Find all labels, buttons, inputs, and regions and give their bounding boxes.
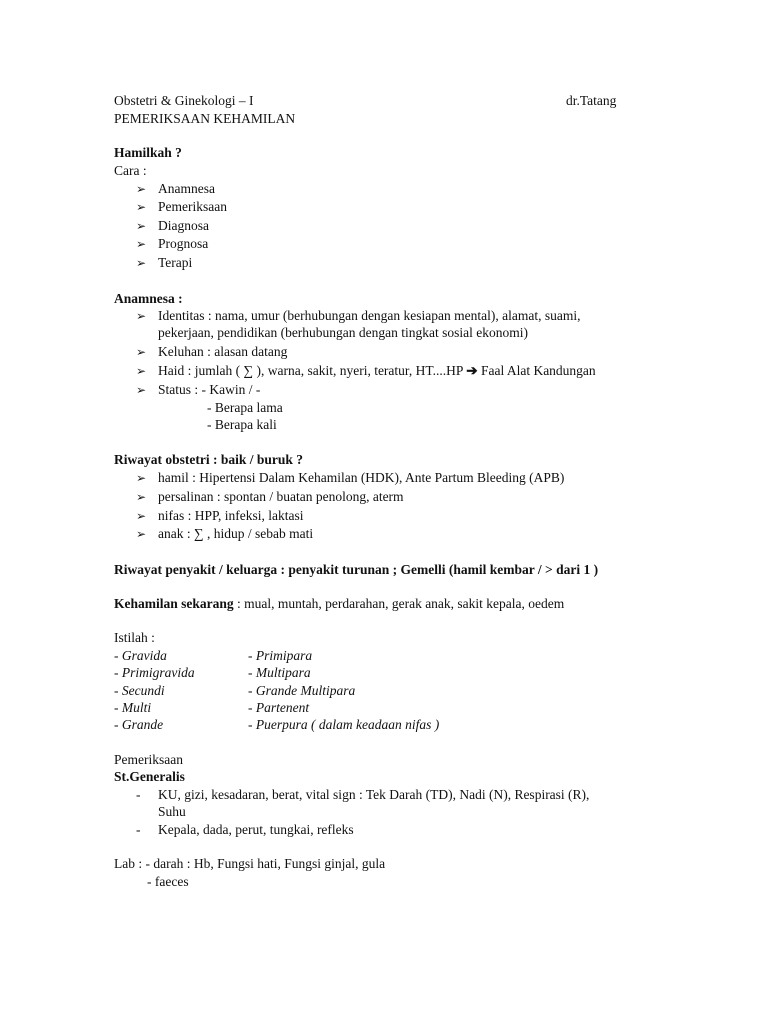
bullet-arrow-icon: ➢: [136, 256, 147, 270]
pemeriksaan-heading: Pemeriksaan: [114, 752, 183, 767]
list-item: Terapi: [158, 255, 193, 270]
istilah-term: - Primigravida: [114, 665, 195, 680]
lecturer-name: dr.Tatang: [566, 93, 617, 108]
riwayat-obstetri-heading: Riwayat obstetri : baik / buruk ?: [114, 452, 304, 467]
istilah-term: - Gravida: [114, 648, 167, 663]
dash-bullet: -: [136, 822, 141, 837]
generalis-item-continued: Suhu: [158, 804, 186, 819]
hamilkah-heading: Hamilkah ?: [114, 145, 182, 160]
kehamilan-sekarang-label: Kehamilan sekarang: [114, 596, 234, 611]
list-item: anak : ∑ , hidup / sebab mati: [158, 526, 314, 541]
istilah-term: - Primipara: [248, 648, 313, 663]
istilah-term: - Multi: [114, 700, 152, 715]
bullet-arrow-icon: ➢: [136, 219, 147, 233]
istilah-term: - Grande Multipara: [248, 683, 356, 698]
keluhan-line: Keluhan : alasan datang: [158, 344, 288, 359]
dash-bullet: -: [136, 787, 141, 802]
list-item: Diagnosa: [158, 218, 209, 233]
bullet-arrow-icon: ➢: [136, 182, 147, 196]
list-item: persalinan : spontan / buatan penolong, aterm: [158, 489, 404, 504]
identitas-line-continued: pekerjaan, pendidikan (berhubungan dengan tingkat sosial ekonomi): [158, 325, 529, 340]
kehamilan-sekarang-text: : mual, muntah, perdarahan, gerak anak, sakit kepala, oedem: [233, 596, 565, 611]
istilah-term: - Puerpura ( dalam keadaan nifas ): [248, 717, 440, 732]
list-item: hamil : Hipertensi Dalam Kehamilan (HDK), Ante Partum Bleeding (APB): [158, 470, 565, 485]
haid-text: Haid : jumlah ( ∑ ), warna, sakit, nyeri, teratur, HT....HP: [158, 363, 463, 378]
istilah-term: - Grande: [114, 717, 164, 732]
bullet-arrow-icon: ➢: [136, 509, 147, 523]
bullet-arrow-icon: ➢: [136, 364, 147, 378]
lab-line-sub: - faeces: [147, 874, 189, 889]
anamnesa-heading: Anamnesa :: [114, 291, 183, 306]
bullet-arrow-icon: ➢: [136, 490, 147, 504]
list-item: Pemeriksaan: [158, 199, 227, 214]
bullet-arrow-icon: ➢: [136, 383, 147, 397]
bullet-arrow-icon: ➢: [136, 345, 147, 359]
lab-line: Lab : - darah : Hb, Fungsi hati, Fungsi ginjal, gula: [114, 856, 386, 871]
identitas-line: Identitas : nama, umur (berhubungan dengan kesiapan mental), alamat, suami,: [158, 308, 581, 323]
bullet-arrow-icon: ➢: [136, 309, 147, 323]
bullet-arrow-icon: ➢: [136, 237, 147, 251]
istilah-heading: Istilah :: [114, 630, 155, 645]
istilah-term: - Secundi: [114, 683, 165, 698]
st-generalis-heading: St.Generalis: [114, 769, 185, 784]
bullet-arrow-icon: ➢: [136, 200, 147, 214]
cara-label: Cara :: [114, 163, 147, 178]
istilah-term: - Multipara: [248, 665, 311, 680]
generalis-item: KU, gizi, kesadaran, berat, vital sign : Tek Darah (TD), Nadi (N), Respirasi (R),: [158, 787, 590, 802]
bullet-arrow-icon: ➢: [136, 527, 147, 541]
list-item: Anamnesa: [158, 181, 215, 196]
status-line: Status : - Kawin / -: [158, 382, 261, 397]
istilah-term: - Partenent: [248, 700, 310, 715]
haid-line: [158, 362, 596, 380]
haid-result: Faal Alat Kandungan: [480, 363, 596, 378]
riwayat-penyakit-line: Riwayat penyakit / keluarga : penyakit turunan ; Gemelli (hamil kembar / > dari 1 ): [114, 562, 599, 577]
page-title: PEMERIKSAAN KEHAMILAN: [114, 111, 296, 126]
right-arrow-icon: ➔: [466, 363, 478, 378]
kehamilan-sekarang-line: [114, 595, 564, 613]
bullet-arrow-icon: ➢: [136, 471, 147, 485]
status-sub-line: - Berapa lama: [207, 400, 283, 415]
list-item: Prognosa: [158, 236, 209, 251]
status-sub-line: - Berapa kali: [207, 417, 277, 432]
list-item: nifas : HPP, infeksi, laktasi: [158, 508, 304, 523]
course-title: Obstetri & Ginekologi – I: [114, 93, 254, 108]
generalis-item: Kepala, dada, perut, tungkai, refleks: [158, 822, 354, 837]
